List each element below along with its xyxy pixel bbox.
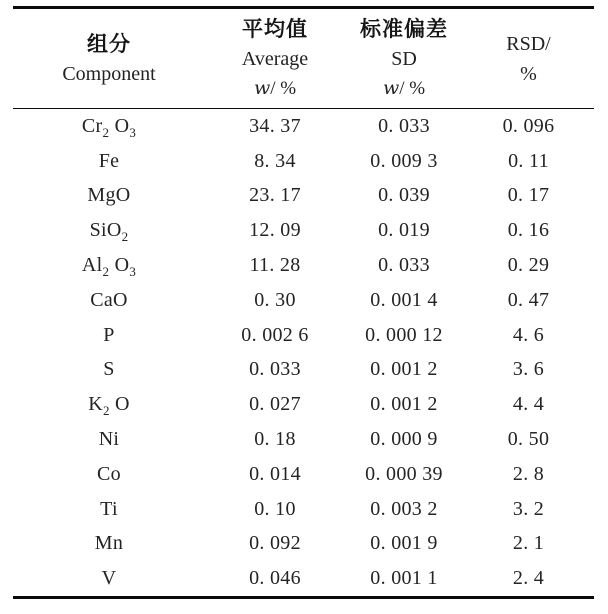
header-component-zh: 组分 <box>87 31 131 56</box>
sd-cell: 0. 001 2 <box>370 358 438 381</box>
component-cell: Ni <box>98 428 120 451</box>
average-cell: 0. 002 6 <box>241 323 309 346</box>
sd-cell: 0. 000 9 <box>370 428 438 451</box>
component-cell: MgO <box>87 184 131 207</box>
header-row <box>13 8 594 109</box>
header-sd <box>345 8 463 109</box>
header-component <box>13 8 205 109</box>
table-row <box>13 248 594 283</box>
average-cell: 34. 37 <box>249 114 301 137</box>
rsd-cell: 4. 4 <box>512 393 545 416</box>
average-cell: 0. 046 <box>249 567 301 590</box>
average-cell: 0. 092 <box>249 532 301 555</box>
sd-cell: 0. 033 <box>378 254 430 277</box>
rsd-cell: 0. 16 <box>507 219 550 242</box>
header-sd-unit: w/ % <box>382 77 426 99</box>
component-cell: V <box>101 567 117 590</box>
average-cell: 12. 09 <box>249 219 301 242</box>
component-cell: SiO$_2$ <box>89 219 129 245</box>
average-cell: 23. 17 <box>249 184 301 207</box>
table-row <box>13 353 594 388</box>
table-body <box>13 109 594 598</box>
rsd-cell: 3. 6 <box>512 358 545 381</box>
table-row <box>13 318 594 353</box>
rsd-cell: 0. 11 <box>508 149 549 172</box>
sd-cell: 0. 001 2 <box>370 393 438 416</box>
average-cell: 0. 027 <box>249 393 301 416</box>
rsd-cell: 0. 50 <box>507 428 550 451</box>
header-component-en: Component <box>62 62 156 85</box>
component-analysis-table <box>13 6 594 599</box>
component-cell: CaO <box>90 288 128 311</box>
average-cell: 0. 10 <box>254 497 296 520</box>
header-average-zh: 平均值 <box>242 17 308 41</box>
component-cell: Co <box>97 462 121 485</box>
average-cell: 0. 033 <box>249 358 301 381</box>
header-rsd <box>463 8 594 109</box>
table-row <box>13 387 594 422</box>
component-cell: $Al_2$ $O_3$ <box>81 254 137 280</box>
average-cell: 8. 34 <box>254 149 296 172</box>
sd-cell: 0. 000 39 <box>365 462 443 485</box>
sd-cell: 0. 039 <box>378 184 430 207</box>
sd-cell: 0. 001 1 <box>370 567 438 590</box>
rsd-cell: 2. 4 <box>512 567 545 590</box>
table-row <box>13 144 594 179</box>
average-cell: 0. 18 <box>254 428 296 451</box>
table-row <box>13 283 594 318</box>
sd-cell: 0. 009 3 <box>370 149 438 172</box>
table-row <box>13 561 594 597</box>
component-cell: S <box>103 358 115 381</box>
header-average-en: Average <box>241 48 309 70</box>
sd-cell: 0. 000 12 <box>365 323 443 346</box>
table-row <box>13 527 594 562</box>
rsd-cell: 4. 6 <box>512 323 545 346</box>
header-average <box>205 8 345 109</box>
header-sd-en: SD <box>391 48 417 70</box>
component-cell: Fe <box>98 149 120 172</box>
component-cell: $K_2$ O <box>88 393 130 419</box>
component-cell: $Cr_2$ $O_3$ <box>81 114 137 140</box>
sd-cell: 0. 001 9 <box>370 532 438 555</box>
component-cell: P <box>103 323 115 346</box>
table-header <box>13 8 594 109</box>
rsd-cell: 2. 1 <box>512 532 545 555</box>
table-row <box>13 422 594 457</box>
header-sd-zh: 标准偏差 <box>360 17 448 41</box>
table-row <box>13 109 594 144</box>
rsd-cell: 0. 29 <box>507 254 550 277</box>
table-row <box>13 457 594 492</box>
component-cell: Ti <box>100 497 118 520</box>
header-rsd-line2: % <box>520 62 537 85</box>
rsd-cell: 0. 096 <box>502 114 555 137</box>
header-rsd-line1: RSD/ <box>506 32 551 55</box>
table-row <box>13 179 594 214</box>
rsd-cell: 2. 8 <box>512 462 545 485</box>
average-cell: 0. 30 <box>254 288 296 311</box>
rsd-cell: 3. 2 <box>512 497 545 520</box>
sd-cell: 0. 019 <box>378 219 430 242</box>
header-average-unit: w/ % <box>253 77 297 99</box>
sd-cell: 0. 033 <box>378 114 430 137</box>
component-cell: Mn <box>94 532 124 555</box>
average-cell: 11. 28 <box>249 254 301 277</box>
table-row <box>13 492 594 527</box>
sd-cell: 0. 003 2 <box>370 497 438 520</box>
rsd-cell: 0. 17 <box>507 184 550 207</box>
table-row <box>13 213 594 248</box>
rsd-cell: 0. 47 <box>507 288 550 311</box>
sd-cell: 0. 001 4 <box>370 288 438 311</box>
average-cell: 0. 014 <box>249 462 301 485</box>
